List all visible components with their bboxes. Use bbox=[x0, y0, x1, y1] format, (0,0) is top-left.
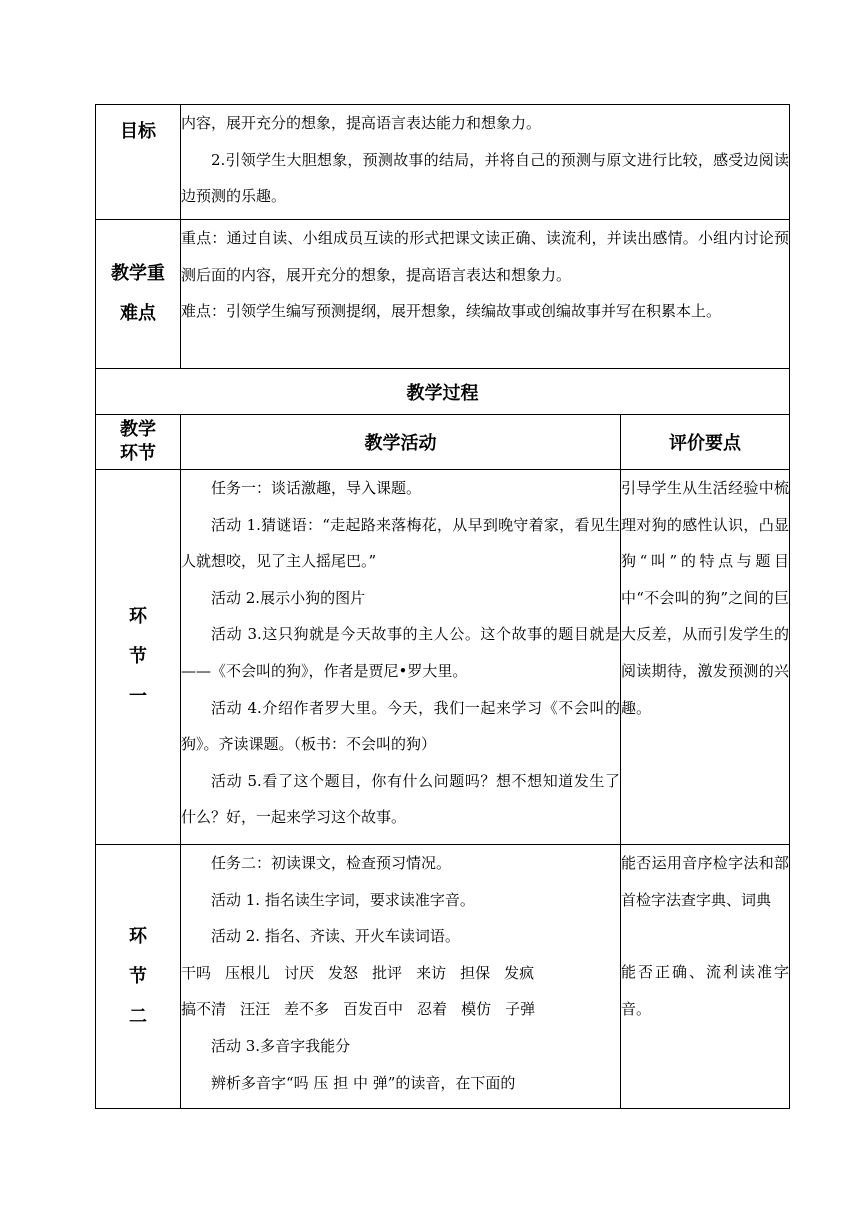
vocab-word: 模仿 bbox=[461, 1000, 492, 1019]
section-1-activity: 活动 5.看了这个题目，你有什么问题吗？想不想知道发生了什么？好，一起来学习这个故事。 bbox=[181, 771, 620, 827]
section-1-evaluation: 引导学生从生活经验中梳理对狗的感性认识，凸显狗“叫”的特点与题目中“不会叫的狗”之间的巨大反差，从而引发学生的阅读期待，激发预测的兴趣。 bbox=[621, 470, 790, 845]
vocab-word: 担保 bbox=[460, 963, 491, 982]
section-2-activity: 任务二：初读课文，检查预习情况。 bbox=[211, 854, 452, 872]
keypoints-content bbox=[181, 220, 790, 369]
column-header-evaluation: 评价要点 bbox=[621, 415, 790, 470]
vocab-word: 讨厌 bbox=[284, 963, 315, 982]
section-1-activity: 任务一：谈话激趣，导入课题。 bbox=[211, 479, 422, 497]
keypoints-label-line2: 难点 bbox=[120, 303, 156, 324]
keypoints-focus: 重点：通过自读、小组成员互读的形式把课文读正确、读流利，并读出感情。小组内讨论预测后面的内容，展开充分的想象，提高语言表达和想象力。 bbox=[181, 229, 790, 284]
vocab-word: 发疯 bbox=[504, 963, 535, 982]
section-2-evaluation-1: 能否运用音序检字法和部首检字法查字典、词典 bbox=[621, 854, 790, 909]
section-2-row bbox=[96, 845, 790, 1109]
goal-label: 目标 bbox=[96, 105, 181, 220]
vocab-word: 子弹 bbox=[505, 1000, 536, 1019]
vocab-word: 干吗 bbox=[181, 963, 212, 982]
vocab-word: 搞不清 bbox=[181, 1000, 227, 1019]
goal-line-1: 内容，展开充分的想象，提高语言表达能力和想象力。 bbox=[181, 114, 542, 132]
keypoints-difficulty: 难点：引领学生编写预测提纲，展开想象，续编故事或创编故事并写在积累本上。 bbox=[181, 302, 722, 321]
section-2-name bbox=[96, 845, 181, 1109]
section-1-char-2: 节 bbox=[129, 646, 147, 667]
section-2-activity: 活动 2. 指名、齐读、开火车读词语。 bbox=[211, 927, 460, 946]
vocab-word: 来访 bbox=[416, 963, 447, 982]
section-2-evaluation bbox=[621, 845, 790, 1109]
vocab-word: 差不多 bbox=[284, 1000, 330, 1019]
section-1-name bbox=[96, 470, 181, 845]
section-1-activity: 活动 1.猜谜语：“走起路来落梅花，从早到晚守着家，看见生人就想咬，见了主人摇尾巴。” bbox=[181, 515, 620, 571]
column-header-stage-line1: 教学 bbox=[120, 419, 156, 440]
vocab-word: 发怒 bbox=[328, 963, 359, 982]
vocab-word: 批评 bbox=[372, 963, 403, 982]
column-header-activity: 教学活动 bbox=[181, 415, 621, 470]
process-title: 教学过程 bbox=[96, 369, 790, 415]
section-2-char-2: 节 bbox=[129, 965, 147, 987]
section-2-activity: 活动 1. 指名读生字词，要求读准字音。 bbox=[211, 890, 475, 909]
keypoints-row bbox=[96, 220, 790, 369]
keypoints-label-line1: 教学重 bbox=[111, 263, 165, 284]
section-1-char-3: 一 bbox=[129, 686, 147, 707]
goal-content bbox=[181, 105, 790, 220]
column-header-row bbox=[96, 415, 790, 470]
column-header-stage bbox=[96, 415, 181, 470]
section-2-activity: 辨析多音字“吗 压 担 中 弹”的读音，在下面的 bbox=[211, 1073, 516, 1092]
section-2-activities bbox=[181, 845, 621, 1109]
section-2-evaluation-2: 能否正确、流利读准字音。 bbox=[621, 963, 790, 1018]
goal-line-2: 2.引领学生大胆想象，预测故事的结局，并将自己的预测与原文进行比较，感受边阅读边预测的乐趣。 bbox=[181, 150, 790, 206]
goal-row bbox=[96, 105, 790, 220]
process-title-row bbox=[96, 369, 790, 415]
section-1-activity: 活动 3.这只狗就是今天故事的主人公。这个故事的题目就是——《不会叫的狗》，作者是贾尼•罗大里。 bbox=[181, 625, 620, 680]
keypoints-label bbox=[96, 220, 181, 369]
vocab-word: 压根儿 bbox=[225, 963, 271, 982]
section-1-activity: 活动 2.展示小狗的图片 bbox=[211, 588, 366, 607]
vocab-word: 百发百中 bbox=[343, 1000, 404, 1019]
section-2-activity: 活动 3.多音字我能分 bbox=[211, 1036, 351, 1055]
section-1-row bbox=[96, 470, 790, 845]
section-1-activities bbox=[181, 470, 621, 845]
column-header-stage-line2: 环节 bbox=[120, 443, 156, 464]
vocab-row-1 bbox=[181, 955, 620, 992]
section-1-char-1: 环 bbox=[129, 606, 147, 627]
section-2-char-3: 二 bbox=[129, 1005, 147, 1027]
vocab-row-2 bbox=[181, 991, 620, 1028]
vocab-word: 汪汪 bbox=[240, 1000, 271, 1019]
section-2-char-1: 环 bbox=[129, 925, 147, 947]
section-1-activity: 活动 4.介绍作者罗大里。今天，我们一起来学习《不会叫的狗》。齐读课题。（板书：不会叫的狗） bbox=[181, 698, 620, 754]
vocab-word: 忍着 bbox=[417, 1000, 448, 1019]
lesson-plan-table bbox=[95, 104, 790, 1109]
